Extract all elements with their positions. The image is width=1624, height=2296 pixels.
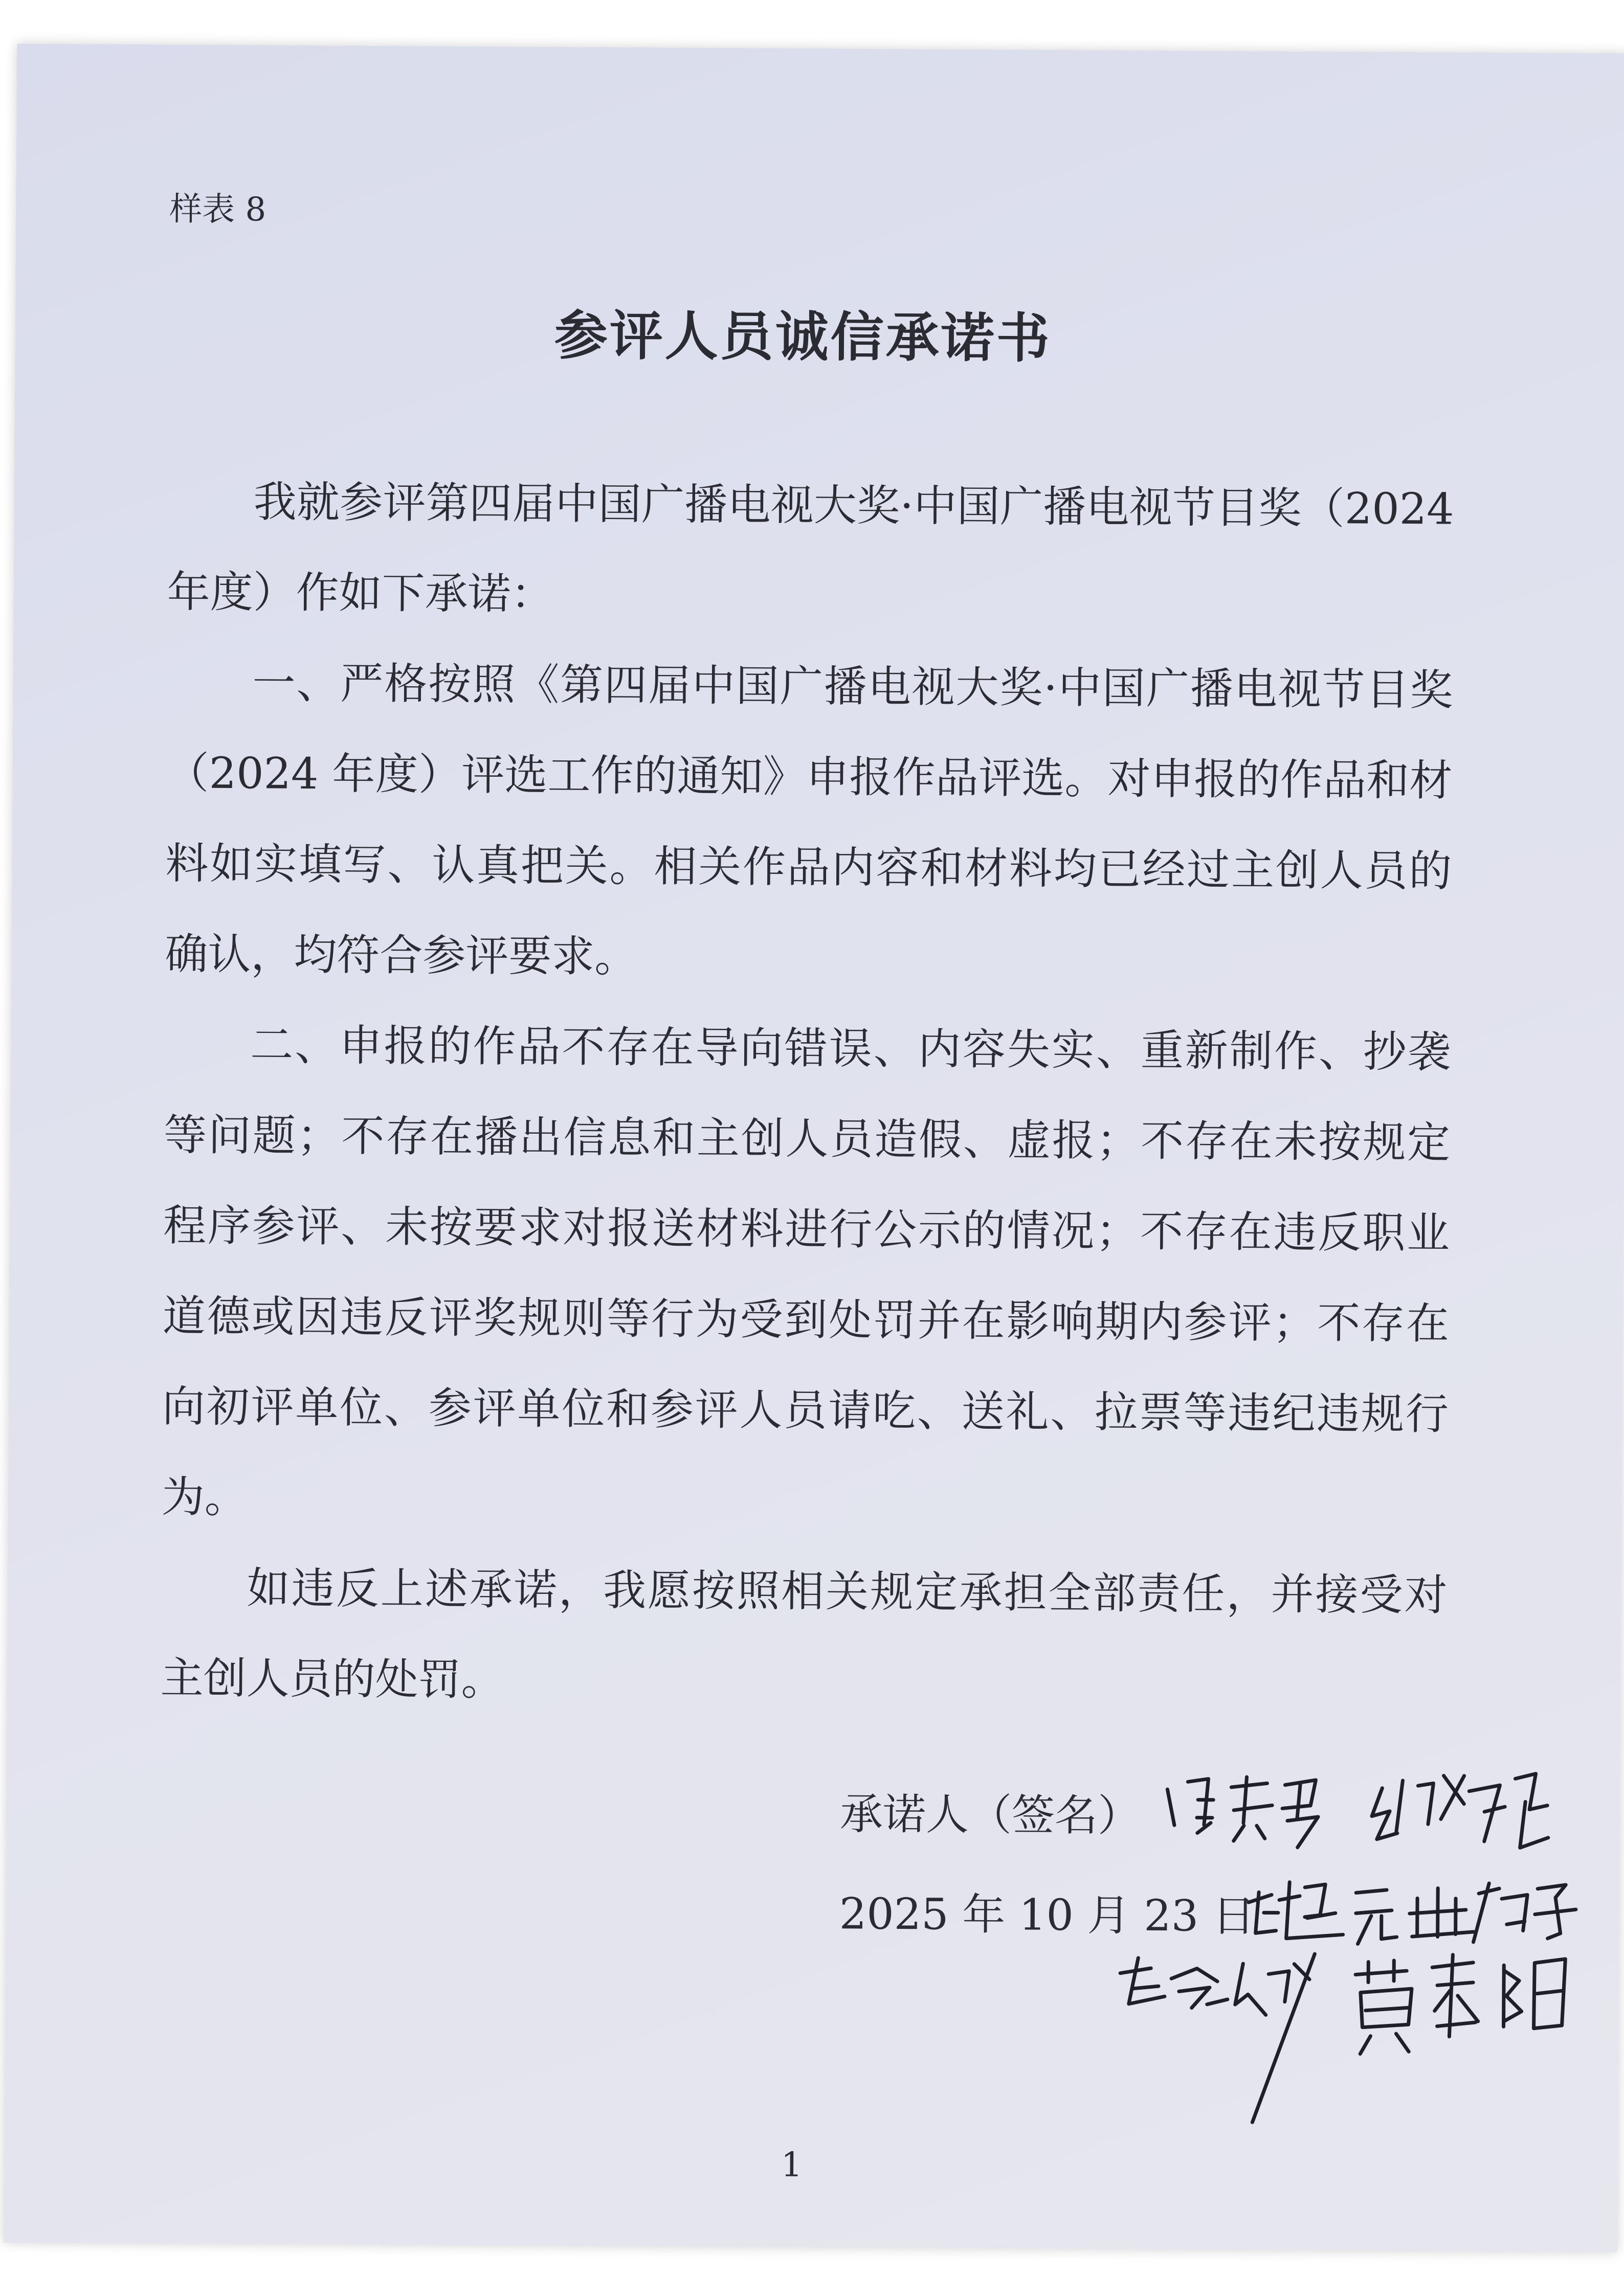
paragraph-intro: 我就参评第四届中国广播电视大奖·中国广播电视节目奖（2024 年度）作如下承诺：: [167, 477, 1454, 619]
page-number: 1: [781, 2145, 803, 2185]
signing-date: 2025 年 10 月 23 日: [839, 1888, 1256, 1942]
paragraph-commitment-2: 二、申报的作品不存在导向错误、内容失实、重新制作、抄袭等问题；不存在播出信息和主创人员造假、虚报；不存在未按规定程序参评、未按要求对报送材料进行公示的情况；不存在违反职业道德或因违反评奖规则等行为受到处罚并在影响期内参评；不存在向初评单位、参评单位和参评人员请吃、送礼、拉票等违纪违规行为。: [161, 1020, 1451, 1523]
signature-4: [1410, 1883, 1576, 1943]
paragraph-closing: 如违反上述承诺，我愿按照相关规定承担全部责任，并接受对主创人员的处罚。: [160, 1563, 1448, 1705]
document-title: 参评人员诚信承诺书: [554, 303, 1052, 370]
signature-2: [1372, 1773, 1549, 1848]
document-body: [160, 456, 1454, 1731]
signature-5: [1119, 1953, 1315, 2123]
document-page: [4, 43, 1624, 2252]
promiser-signature-label: 承诺人（签名）: [839, 1789, 1141, 1841]
signature-3: [1249, 1882, 1397, 1944]
signature-6: [1355, 1954, 1565, 2055]
form-label: 样表 8: [169, 190, 266, 229]
paragraph-commitment-1: 一、严格按照《第四届中国广播电视大奖·中国广播电视节目奖（2024 年度）评选工作的通知》申报作品评选。对申报的作品和材料如实填写、认真把关。相关作品内容和材料均已经过主创人员的确认，均符合参评要求。: [164, 658, 1453, 982]
signature-1: [1167, 1776, 1319, 1848]
